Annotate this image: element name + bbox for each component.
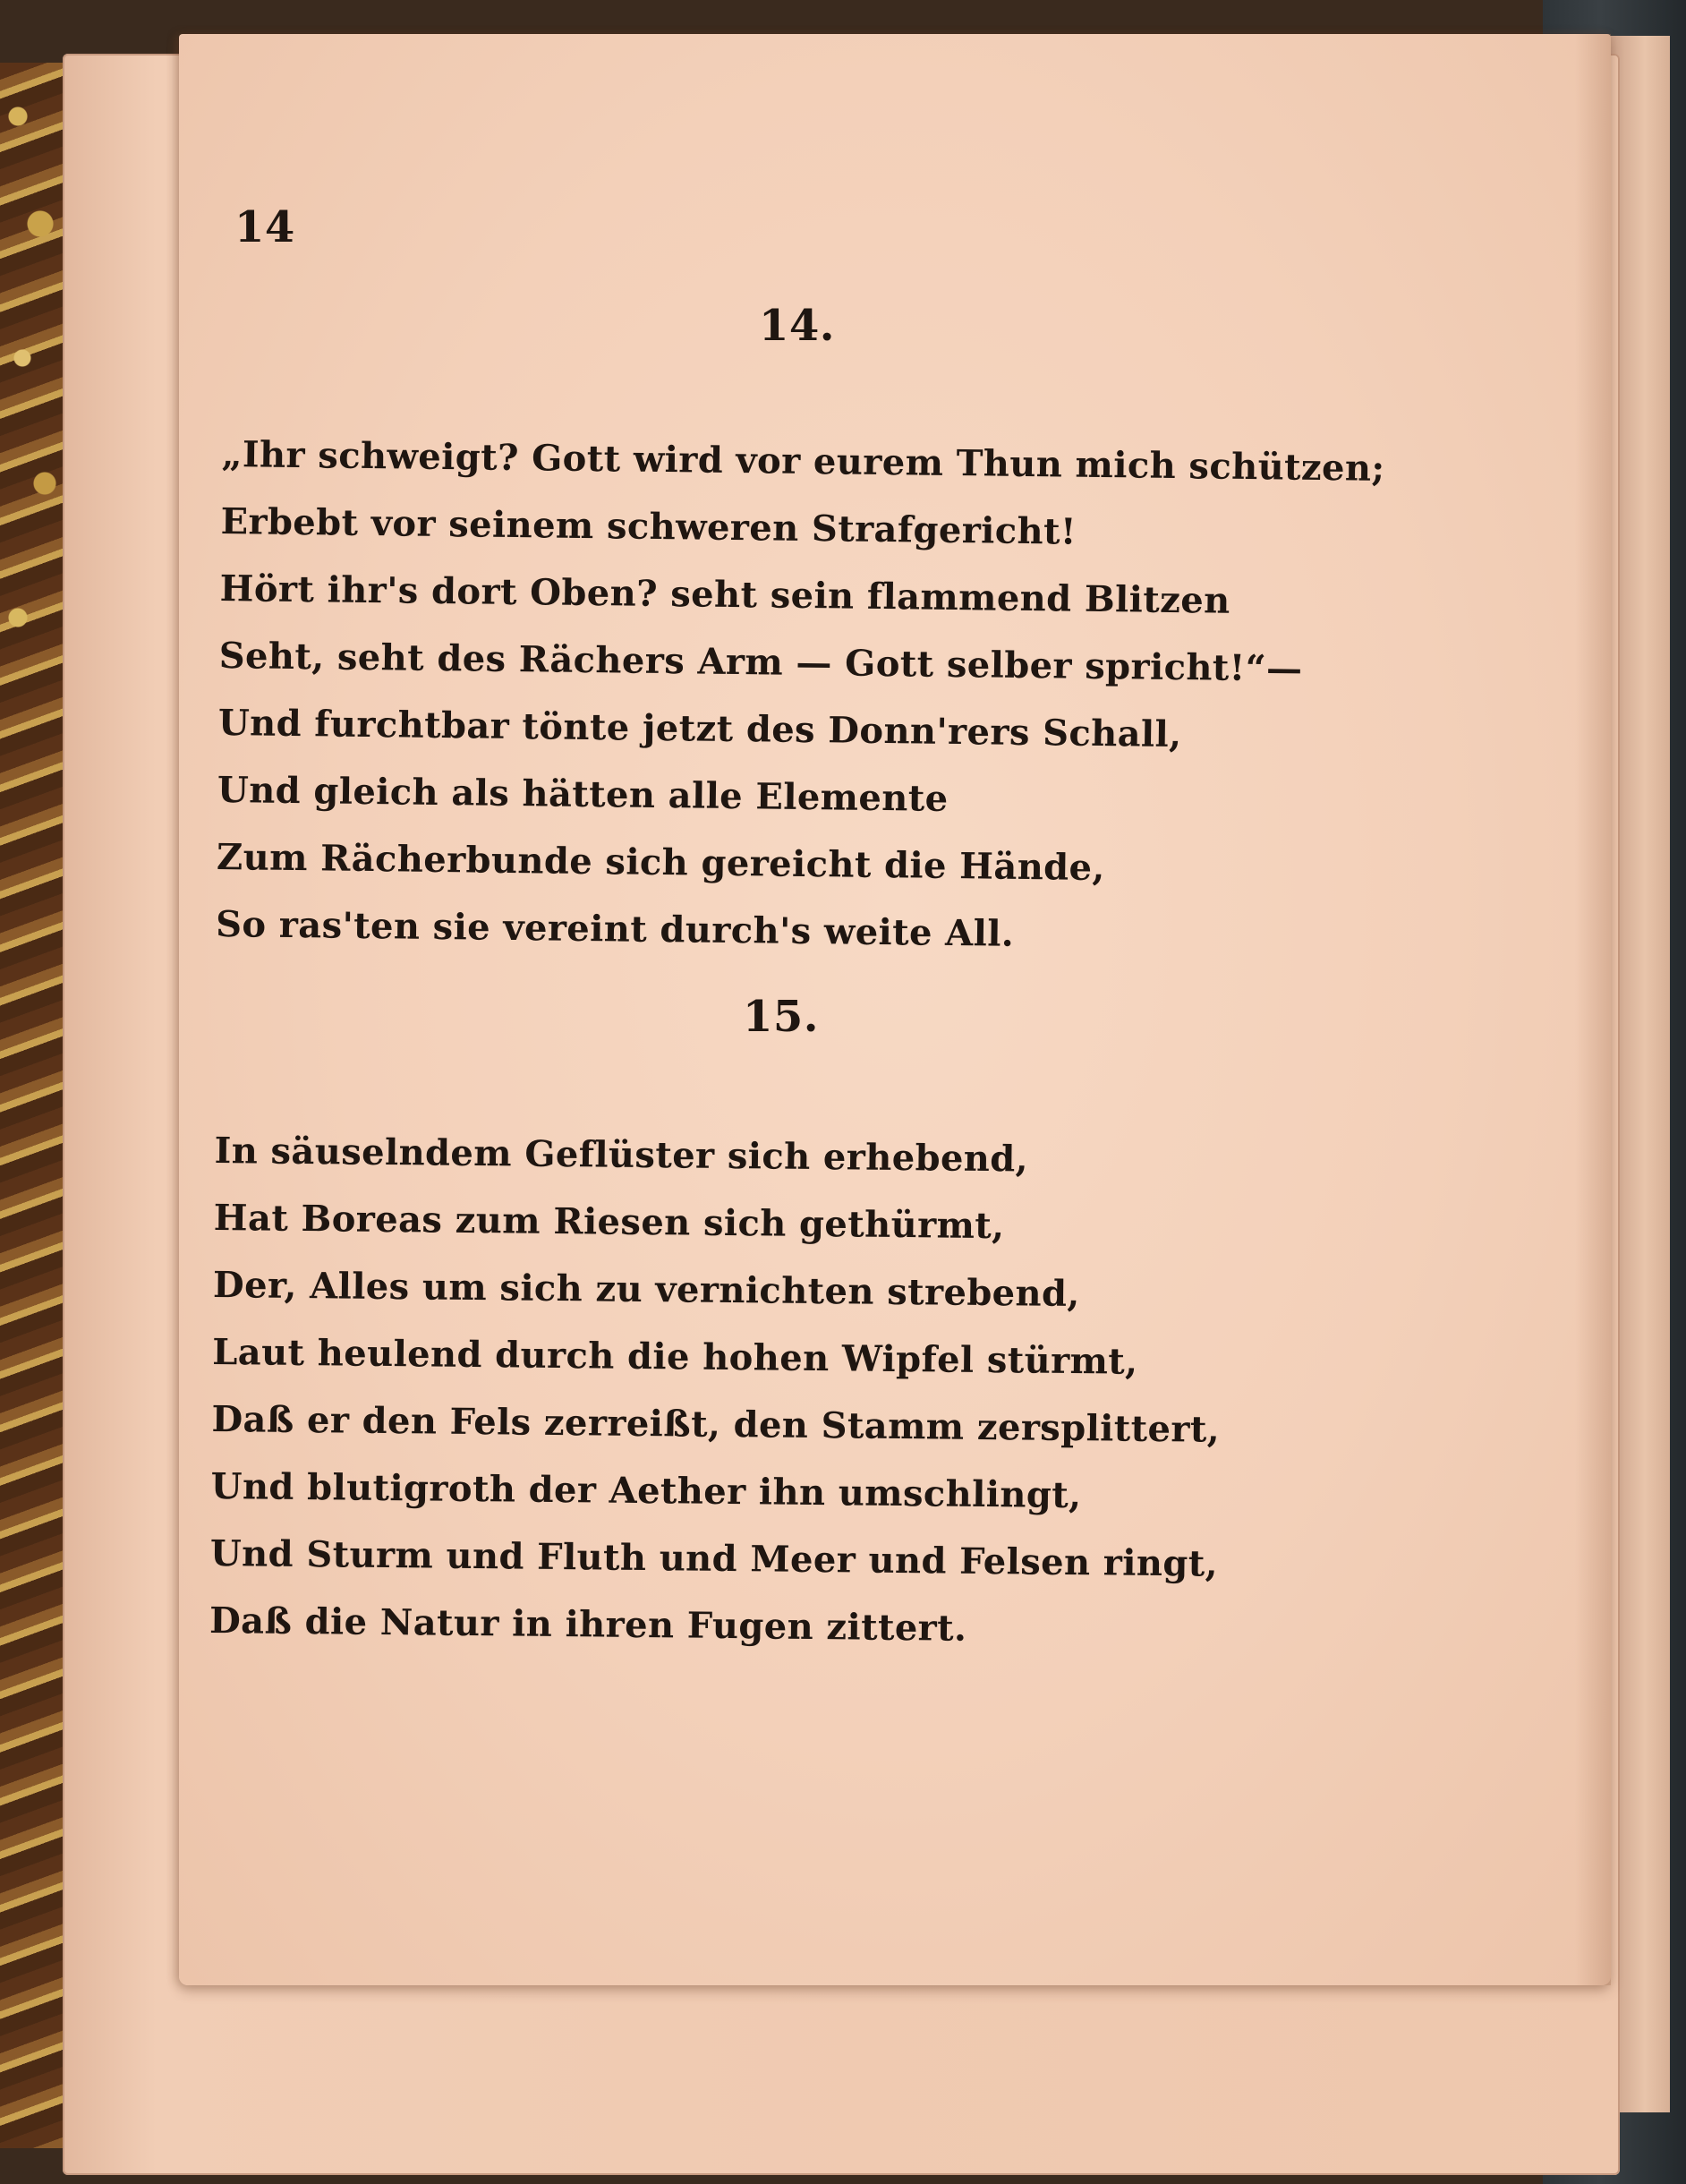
verse-line: Erbebt vor seinem schweren Strafgericht! bbox=[220, 499, 1077, 553]
page-gutter-shadow bbox=[1575, 34, 1611, 1985]
book-page bbox=[179, 34, 1611, 1985]
poem-stanza-15 bbox=[209, 1117, 1223, 1665]
verse-line: Zum Rächerbunde sich gereicht die Hände, bbox=[216, 835, 1106, 890]
page-number: 14 bbox=[234, 202, 295, 252]
verse-line: Daß er den Fels zerreißt, den Stamm zersplittert, bbox=[211, 1397, 1221, 1451]
verse-line: Hat Boreas zum Riesen sich gethürmt, bbox=[213, 1196, 1005, 1248]
verse-line: Der, Alles um sich zu vernichten strebend, bbox=[212, 1263, 1080, 1316]
verse-line: Und gleich als hätten alle Elemente bbox=[217, 768, 949, 820]
verse-line: Seht, seht des Rächers Arm — Gott selber spricht!“— bbox=[218, 634, 1303, 690]
verse-line: Und furchtbar tönte jetzt des Donn'rers Schall, bbox=[217, 701, 1182, 756]
verse-line: So ras'ten sie vereint durch's weite All. bbox=[215, 902, 1015, 955]
verse-line: Und Sturm und Fluth und Meer und Felsen ringt, bbox=[209, 1531, 1219, 1585]
poem-heading-15: 15. bbox=[743, 992, 820, 1042]
verse-line: Laut heulend durch die hohen Wipfel stürmt, bbox=[212, 1330, 1138, 1383]
poem-stanza-14 bbox=[216, 421, 1385, 972]
verse-line: Und blutigroth der Aether ihn umschlingt, bbox=[210, 1464, 1082, 1517]
verse-line: Daß die Natur in ihren Fugen zittert. bbox=[209, 1599, 967, 1650]
poem-heading-14: 14. bbox=[759, 301, 836, 351]
marbled-binding bbox=[0, 63, 65, 2148]
verse-line: „Ihr schweigt? Gott wird vor eurem Thun mich schützen; bbox=[221, 432, 1385, 490]
verse-line: Hört ihr's dort Oben? seht sein flammend Blitzen bbox=[219, 567, 1230, 622]
verse-line: In säuselndem Geflüster sich erhebend, bbox=[214, 1129, 1029, 1181]
